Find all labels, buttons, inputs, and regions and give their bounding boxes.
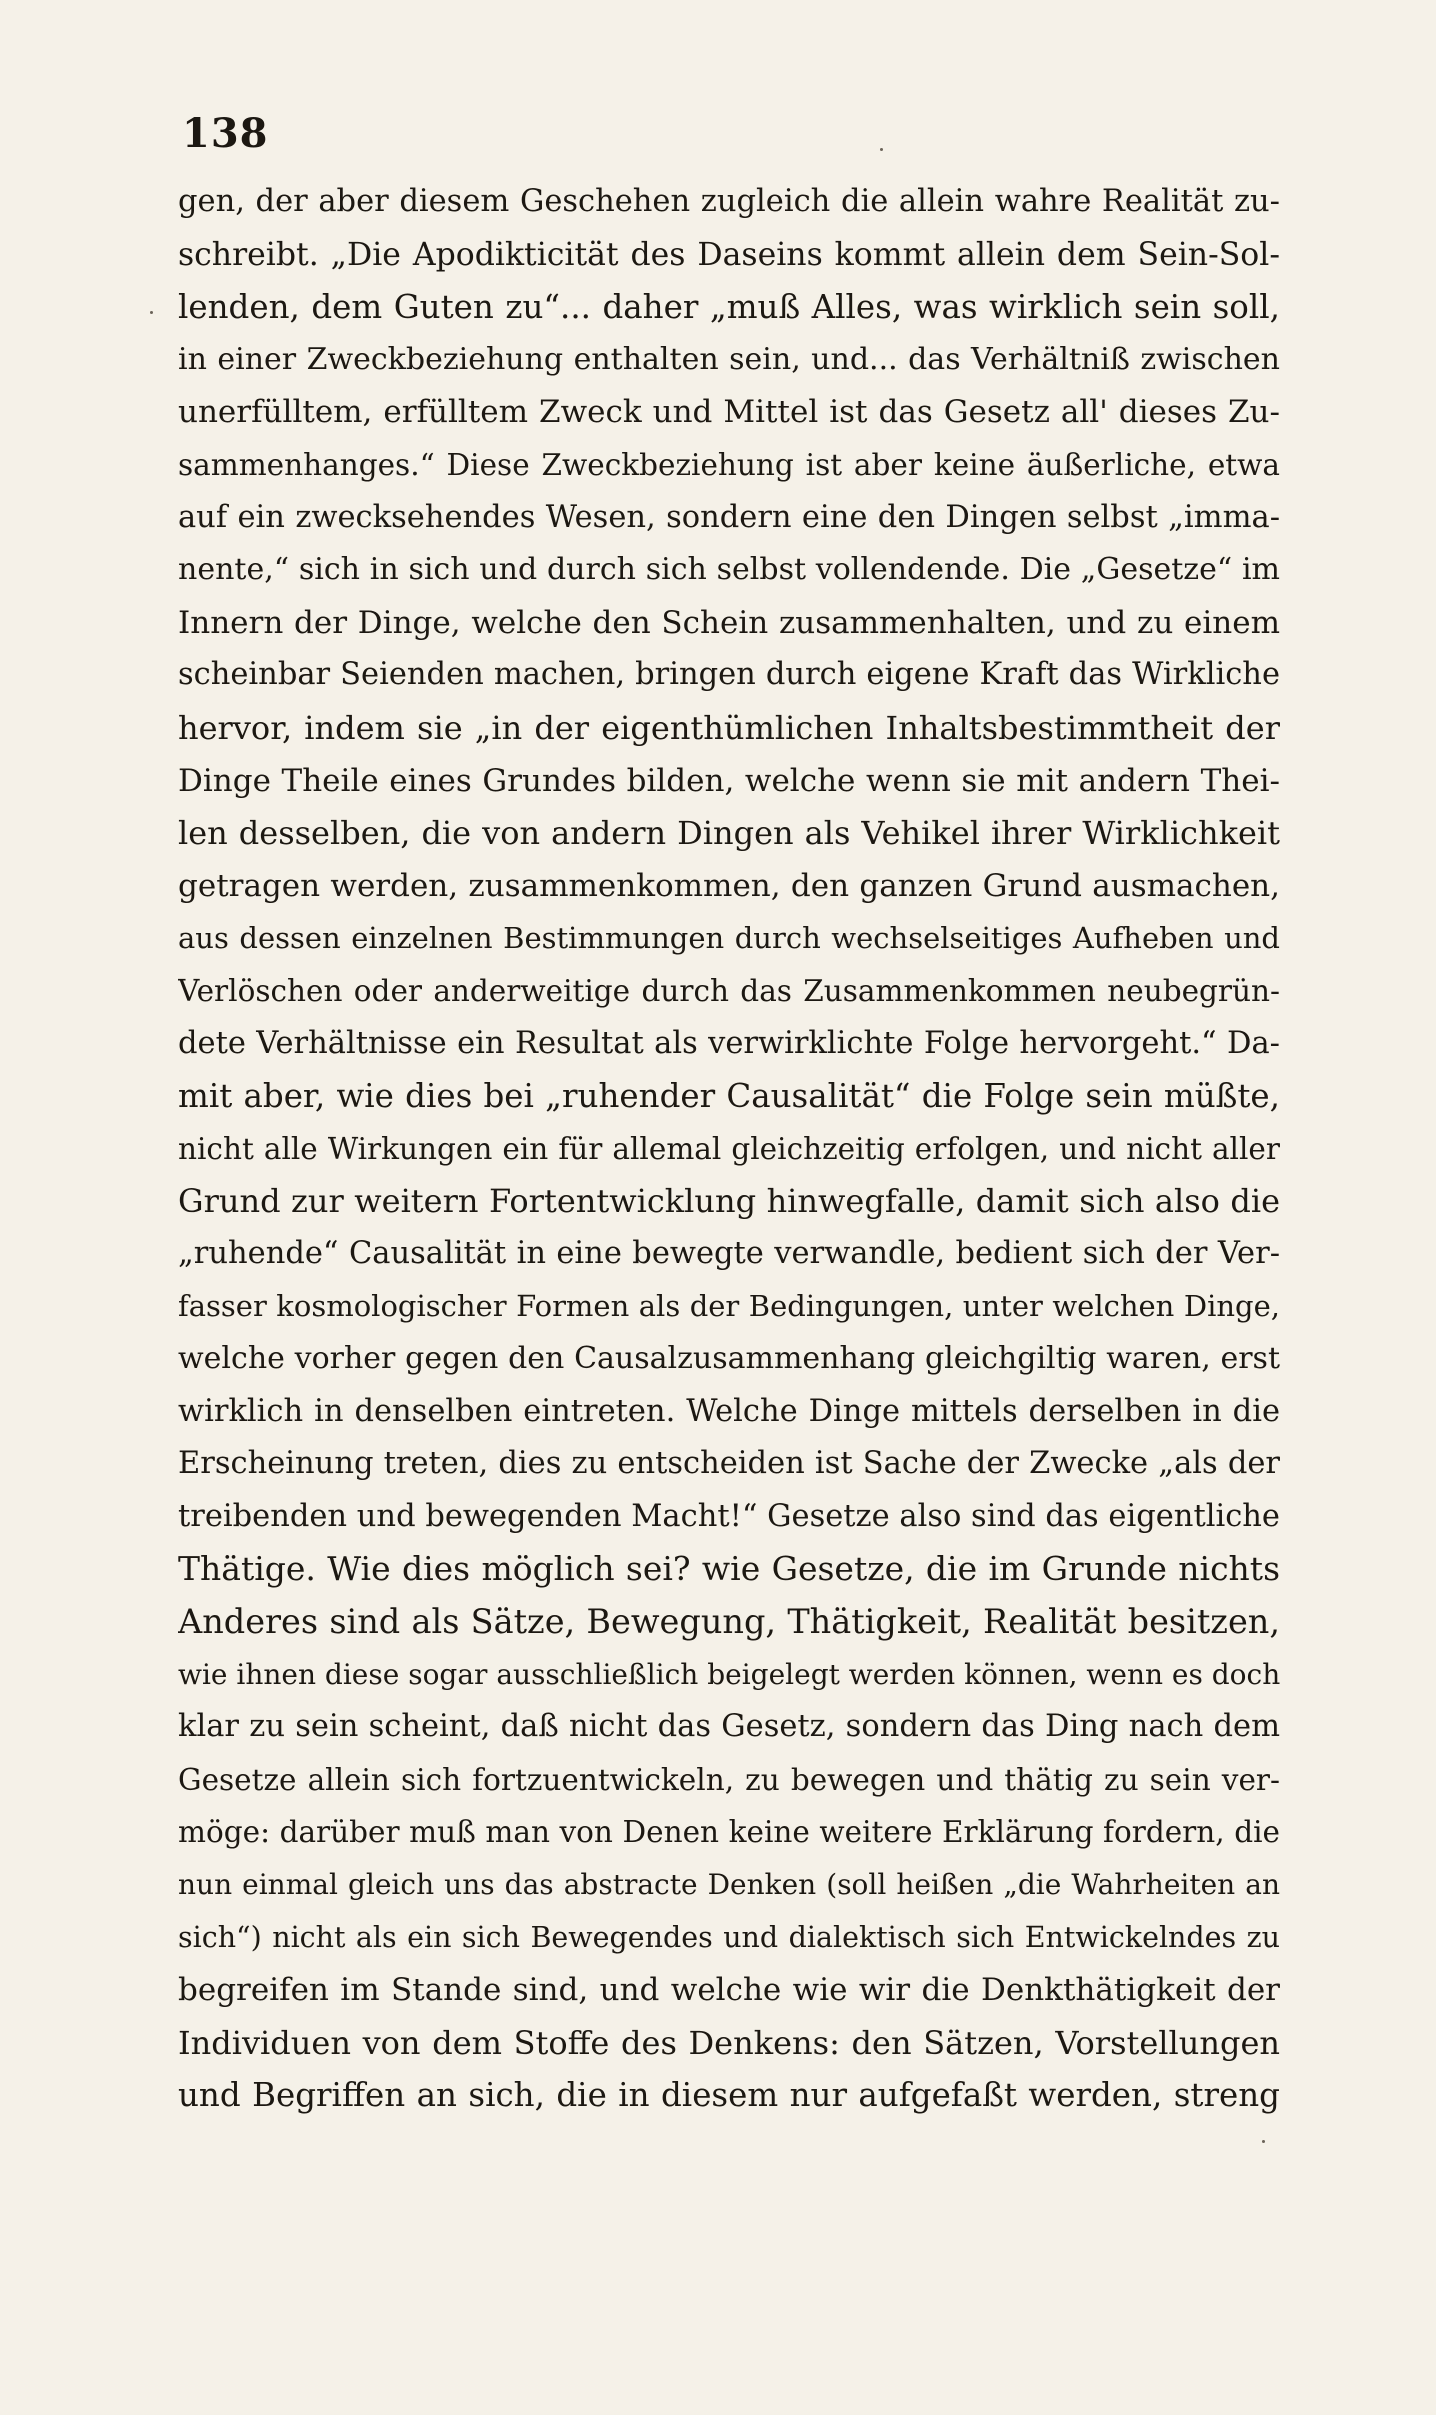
text-line: möge: darüber muß man von Denen keine weitere Erklärung fordern, die	[178, 1815, 1280, 1850]
page-number: 138	[182, 110, 269, 157]
text-line: gen, der aber diesem Geschehen zugleich die allein wahre Realität zu-	[178, 184, 1280, 219]
text-line: lenden, dem Guten zu“... daher „muß Alles, was wirklich sein soll,	[178, 288, 1280, 327]
paper-speck	[880, 148, 883, 151]
text-line: „ruhende“ Causalität in eine bewegte verwandle, bedient sich der Ver-	[178, 1235, 1280, 1271]
text-line: Anderes sind als Sätze, Bewegung, Thätigkeit, Realität besitzen,	[178, 1602, 1280, 1642]
text-line: Dinge Theile eines Grundes bilden, welche wenn sie mit andern Thei-	[178, 762, 1280, 799]
text-line: Erscheinung treten, dies zu entscheiden ist Sache der Zwecke „als der	[178, 1446, 1280, 1482]
text-line: und Begriffen an sich, die in diesem nur aufgefaßt werden, streng	[178, 2076, 1280, 2115]
text-line: nente,“ sich in sich und durch sich selbst vollendende. Die „Gesetze“ im	[178, 552, 1280, 588]
text-line: wie ihnen diese sogar ausschließlich beigelegt werden können, wenn es doch	[178, 1657, 1280, 1691]
text-line: Gesetze allein sich fortzuentwickeln, zu bewegen und thätig zu sein ver-	[178, 1762, 1280, 1797]
text-line: wirklich in denselben eintreten. Welche Dinge mittels derselben in die	[178, 1393, 1280, 1429]
text-line: dete Verhältnisse ein Resultat als verwirklichte Folge hervorgeht.“ Da-	[178, 1025, 1280, 1061]
text-line: Grund zur weitern Fortentwicklung hinwegfalle, damit sich also die	[178, 1182, 1280, 1221]
text-line: klar zu sein scheint, daß nicht das Gesetz, sondern das Ding nach dem	[178, 1709, 1280, 1745]
text-line: Verlöschen oder anderweitige durch das Zusammenkommen neubegrün-	[178, 973, 1280, 1008]
text-line: sammenhanges.“ Diese Zweckbeziehung ist aber keine äußerliche, etwa	[178, 447, 1280, 482]
text-line: nun einmal gleich uns das abstracte Denken (soll heißen „die Wahrheiten an	[178, 1868, 1280, 1901]
body-text	[178, 176, 1280, 2122]
text-line: welche vorher gegen den Causalzusammenhang gleichgiltig waren, erst	[178, 1341, 1280, 1377]
text-line: begreifen im Stande sind, und welche wie wir die Denkthätigkeit der	[178, 1972, 1280, 2009]
text-line: schreibt. „Die Apodikticität des Daseins kommt allein dem Sein-Sol-	[178, 236, 1280, 273]
text-line: Innern der Dinge, welche den Schein zusammenhalten, und zu einem	[178, 604, 1280, 641]
text-line: auf ein zwecksehendes Wesen, sondern eine den Dingen selbst „imma-	[178, 499, 1280, 535]
text-line: len desselben, die von andern Dingen als Vehikel ihrer Wirklichkeit	[178, 814, 1280, 853]
text-line: aus dessen einzelnen Bestimmungen durch wechselseitiges Aufheben und	[178, 921, 1280, 956]
text-line: mit aber, wie dies bei „ruhender Causalität“ die Folge sein müßte,	[178, 1077, 1280, 1116]
text-line: Thätige. Wie dies möglich sei? wie Gesetze, die im Grunde nichts	[178, 1549, 1280, 1589]
text-line: scheinbar Seienden machen, bringen durch eigene Kraft das Wirkliche	[178, 657, 1280, 693]
text-line: treibenden und bewegenden Macht!“ Gesetze also sind das eigentliche	[178, 1498, 1280, 1534]
text-line: fasser kosmologischer Formen als der Bedingungen, unter welchen Dinge,	[178, 1289, 1280, 1324]
paper-speck	[150, 311, 153, 314]
text-line: in einer Zweckbeziehung enthalten sein, und... das Verhältniß zwischen	[178, 341, 1280, 377]
text-line: getragen werden, zusammenkommen, den ganzen Grund ausmachen,	[178, 867, 1280, 904]
text-line: hervor, indem sie „in der eigenthümlichen Inhaltsbestimmtheit der	[178, 708, 1280, 747]
text-line: sich“) nicht als ein sich Bewegendes und dialektisch sich Entwickelndes zu	[178, 1920, 1280, 1954]
text-line: unerfülltem, erfülltem Zweck und Mittel ist das Gesetz all' dieses Zu-	[178, 394, 1280, 431]
paper-speck	[1262, 2140, 1265, 2143]
text-line: nicht alle Wirkungen ein für allemal gleichzeitig erfolgen, und nicht aller	[178, 1131, 1280, 1166]
text-line: Individuen von dem Stoffe des Denkens: den Sätzen, Vorstellungen	[178, 2023, 1280, 2062]
